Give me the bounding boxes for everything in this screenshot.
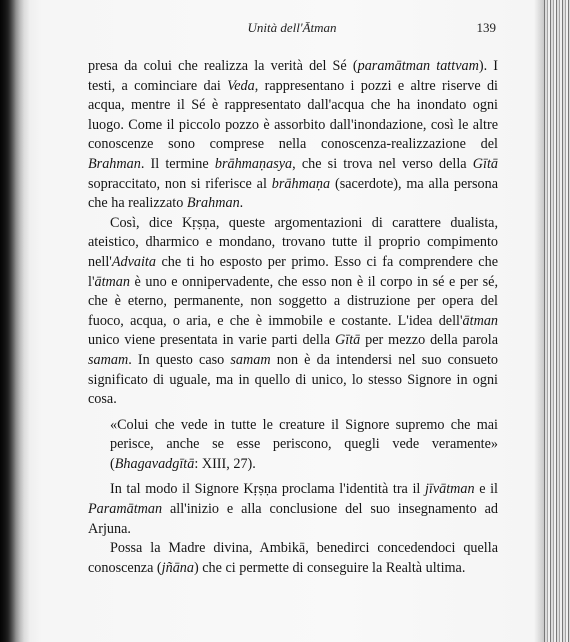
italic-term: Gītā (472, 155, 498, 172)
italic-term: jīvātman (424, 481, 475, 498)
italic-term: paramātman tattvam (357, 58, 479, 74)
italic-term: samam (88, 351, 129, 368)
body-text (88, 57, 498, 578)
paragraph: presa da colui che realizza la verità del Sé (paramātman tattvam). I testi, a cominciare dai Veda, rappresentano i pozzi e altre riserve di acqua, mentre il Sé è rappresentato dall'acqua che ha inondato ogni luogo. Come il piccolo pozzo è assorbito dall'inondazione, così le altre conoscenze sono comprese nella conoscenza-realizzazione del Brahman. Il termine brāhmaṇasya, che si trova nel verso della Gītā sopraccitato, non si riferisce al brāhmaṇa (sacerdote), ma alla persona che ha realizzato Brahman. (88, 58, 498, 212)
italic-term: Paramātman (88, 501, 163, 518)
running-header (88, 20, 496, 40)
italic-term: brāhmaṇa (271, 175, 331, 192)
italic-term: Brahman (88, 155, 141, 172)
paragraph: Così, dice Kṛṣṇa, queste argomentazioni di carattere dualista, ateistico, dharmico e mondano, trovano tutte il proprio compimento nell'Advaita che ti ho esposto per primo. Esso ci fa comprendere che l'ātman è uno e onnipervadente, che esso non è il corpo in sé e per sé, che è eterno, permanente, non soggetto a distruzione per opera del fuoco, acqua, o aria, e che è immobile e costante. L'idea dell'ātman unico viene presentata in varie parti della Gītā per mezzo della parola samam. In questo caso samam non è da intendersi nel suo consueto significato di uguale, ma in quello di unico, lo stesso Signore in ogni cosa. (88, 214, 499, 408)
italic-term: ātman (94, 273, 130, 290)
italic-term: samam (230, 351, 271, 368)
italic-term: Bhagavadgītā (114, 455, 195, 472)
spine-shadow (0, 0, 30, 642)
italic-term: brāhmaṇasya (214, 155, 293, 172)
italic-term: Veda (227, 77, 255, 94)
paragraph: Possa la Madre divina, Ambikā, benedirci concedendoci quella conoscenza (jñāna) che ci permette di conseguire la Realtà ultima. (88, 540, 498, 576)
italic-term: Advaita (111, 253, 156, 270)
paragraph: In tal modo il Signore Kṛṣṇa proclama l'identità tra il jīvātman e il Paramātman all'inizio e alla conclusione del suo insegnamento ad Arjuna. (88, 481, 499, 537)
page-edge-shade (534, 0, 544, 642)
italic-term: ātman (462, 312, 498, 329)
running-title: Unità dell'Ātman (247, 20, 337, 35)
italic-term: jñāna (161, 559, 194, 576)
italic-term: Gītā (335, 332, 361, 349)
page-number: 139 (476, 20, 496, 35)
page-edges (544, 0, 570, 642)
italic-term: Brahman (186, 195, 240, 212)
block-quote: «Colui che vede in tutte le creature il Signore supremo che mai perisce, anche se esse periscono, quegli vede veramente» (Bhagavadgītā: XIII, 27). (110, 416, 498, 472)
